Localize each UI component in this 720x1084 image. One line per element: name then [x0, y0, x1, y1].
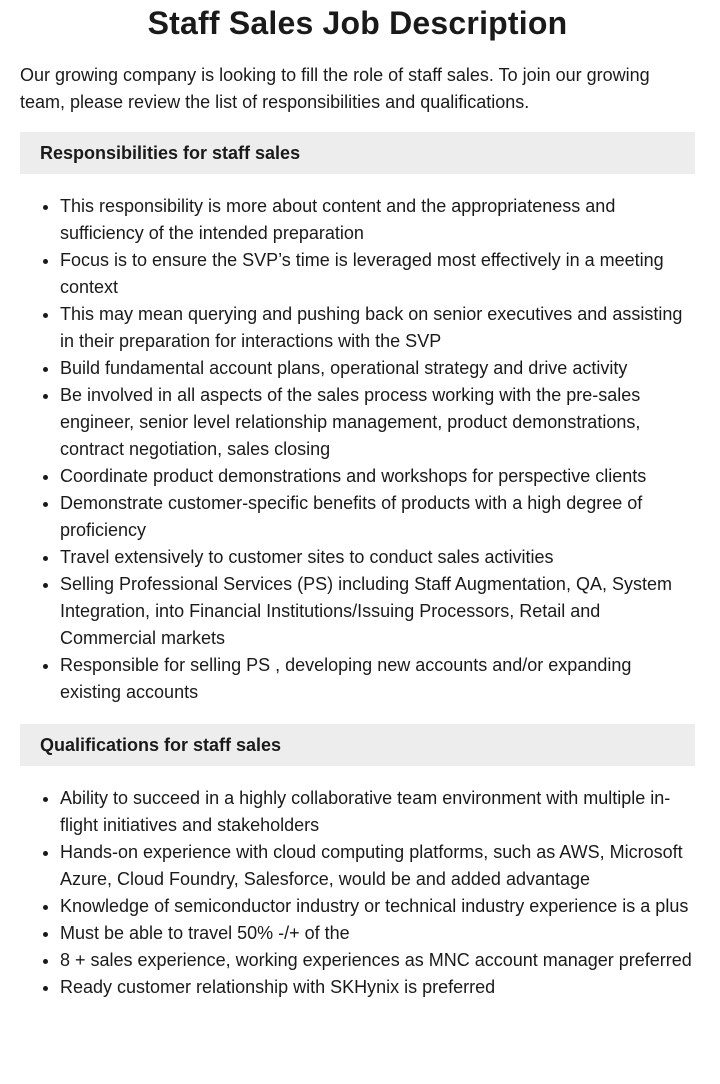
responsibilities-list: [20, 193, 695, 706]
responsibility-item: • Build fundamental account plans, operational strategy and drive activity: [60, 355, 695, 382]
responsibility-item: • Responsible for selling PS , developing new accounts and/or expanding existing accounts: [60, 652, 695, 706]
responsibility-item: • This may mean querying and pushing back on senior executives and assisting in their preparation for interactions with the SVP: [60, 301, 695, 355]
qualifications-list: [20, 785, 695, 1001]
intro-paragraph: Our growing company is looking to fill the role of staff sales. To join our growing team, please review the list of responsibilities and qualifications.: [20, 65, 650, 112]
responsibility-item: • Travel extensively to customer sites to conduct sales activities: [60, 544, 695, 571]
responsibilities-heading: Responsibilities for staff sales: [20, 132, 695, 174]
responsibility-item: • Coordinate product demonstrations and workshops for perspective clients: [60, 463, 695, 490]
qualification-item: • Ability to succeed in a highly collaborative team environment with multiple in-flight initiatives and stakeholders: [60, 785, 695, 839]
qualifications-heading: Qualifications for staff sales: [20, 724, 695, 766]
responsibility-item: • This responsibility is more about content and the appropriateness and sufficiency of the intended preparation: [60, 193, 695, 247]
page-title: Staff Sales Job Description: [147, 5, 568, 41]
qualification-item: • Knowledge of semiconductor industry or technical industry experience is a plus: [60, 893, 695, 920]
responsibility-item: • Selling Professional Services (PS) including Staff Augmentation, QA, System Integration, into Financial Institutions/Issuing Processors, Retail and Commercial markets: [60, 571, 695, 652]
qualification-item: • Ready customer relationship with SKHynix is preferred: [60, 974, 695, 1001]
qualification-item: • 8 + sales experience, working experiences as MNC account manager preferred: [60, 947, 695, 974]
responsibility-item: • Be involved in all aspects of the sales process working with the pre-sales engineer, senior level relationship management, product demonstrations, contract negotiation, sales closing: [60, 382, 695, 463]
responsibility-item: • Focus is to ensure the SVP’s time is leveraged most effectively in a meeting context: [60, 247, 695, 301]
qualification-item: • Hands-on experience with cloud computing platforms, such as AWS, Microsoft Azure, Cloud Foundry, Salesforce, would be and added advantage: [60, 839, 695, 893]
qualification-item: • Must be able to travel 50% -/+ of the: [60, 920, 695, 947]
responsibility-item: • Demonstrate customer-specific benefits of products with a high degree of proficiency: [60, 490, 695, 544]
